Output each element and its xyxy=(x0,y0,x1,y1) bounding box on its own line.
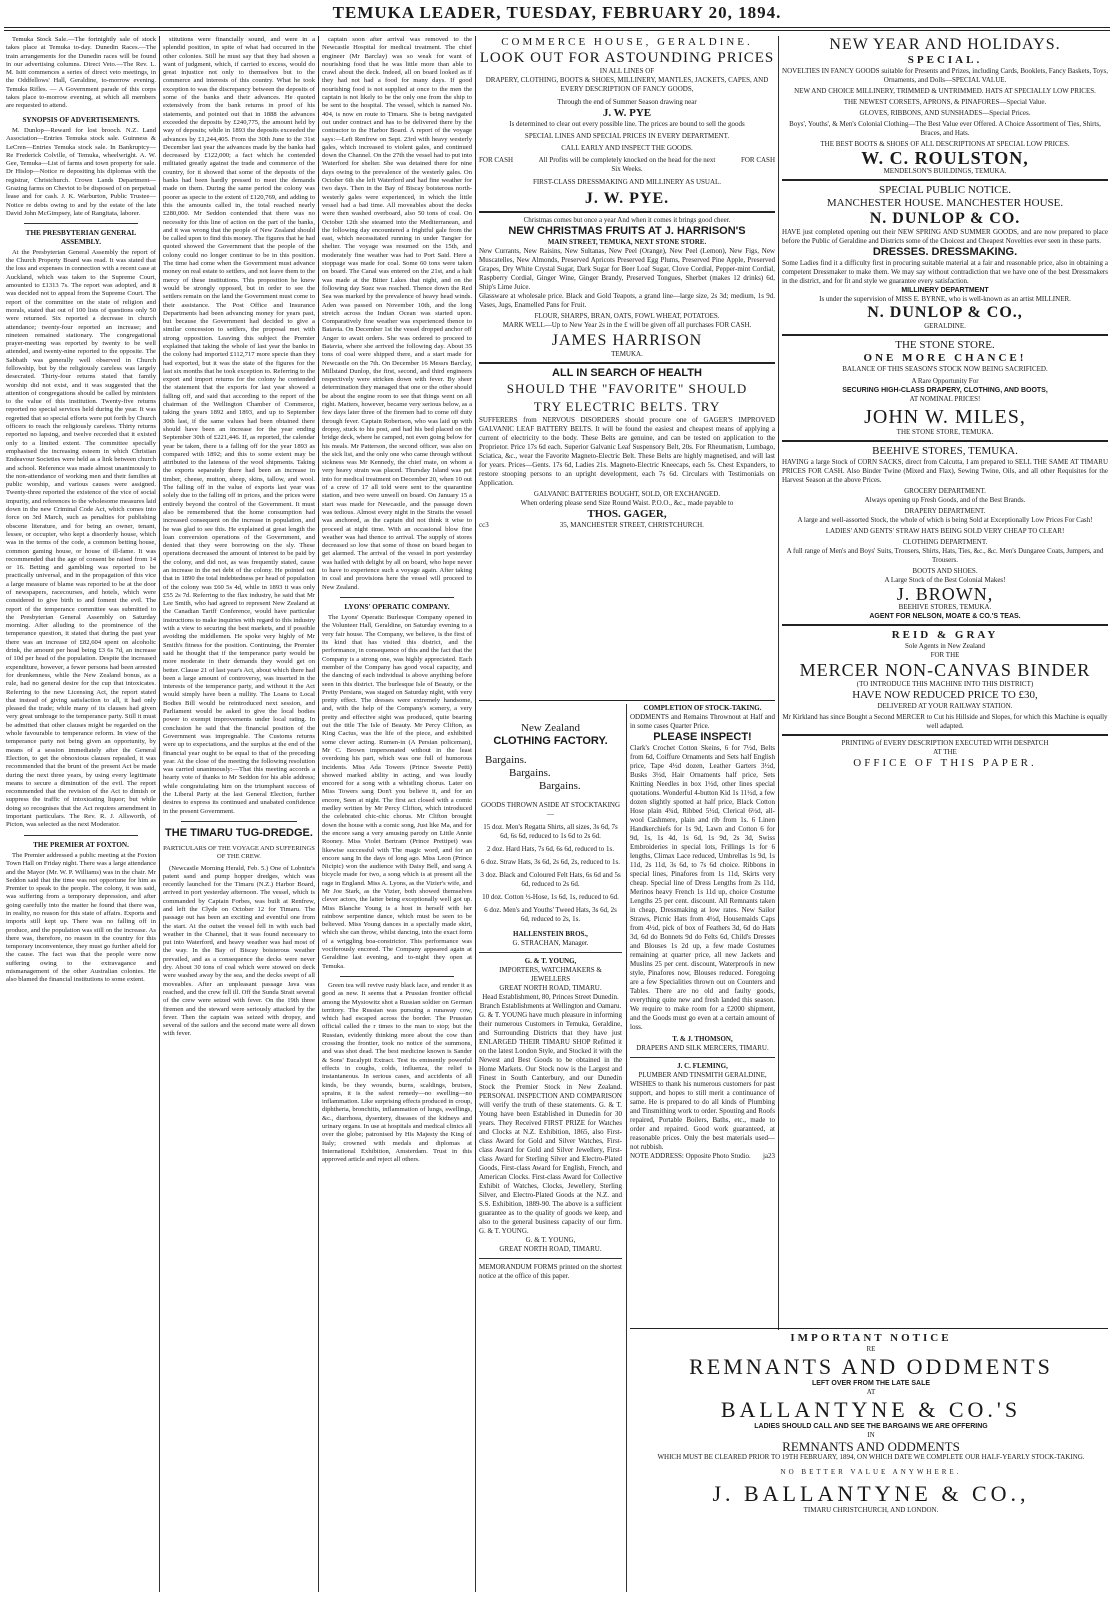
through-end: Through the end of Summer Season drawing near xyxy=(557,98,697,106)
left-over: LEFT OVER FROM THE LATE SALE xyxy=(811,1380,931,1387)
drapery-heading: DRAPERY DEPARTMENT. xyxy=(904,507,986,515)
column-rule xyxy=(626,704,627,1592)
corsets: THE NEWEST CORSETS, APRONS, & PINAFORES—Special Value. xyxy=(843,98,1047,106)
column-3 xyxy=(322,36,472,1592)
main-street: MAIN STREET, TEMUKA, NEXT STONE STORE. xyxy=(547,238,707,246)
dresses-text: Some Ladies find it a difficulty first in procuring suitable material at a fair and reasonable price, also in obtaining a competent Dressmaker to make them. We may say without contradiction that we have one of the best Dressmakers in the district, and for fit and style we guarantee every satisfaction. xyxy=(782,259,1108,285)
tug-continued-text: captain soon after arrival was removed to the Newcastle Hospital for medical treatment. The chief engineer (Mr Barclay) was so weak for want of nourishing food that he was little more than able to crawl about the deck. Indeed, all on board looked as if they had not had a food for many days. If good nourishing food is not supplied at once to the men the captain is not likely to be the only one from the ship to be sent to the hospital. The vessel, which is named No. 404, is now en route to Timaru. She is being navigated out under contract and has to be delivered there by the contractor to the Harbor Board. A report of the voyage says:—Left Renfrew on Sept. 23rd with heavy westerly gales, which increased to violent gales, and continued down the Channel. On the 27th the vessel had to put into Waterford for shelter. She was detained there for nine days owing to the prevalence of the westerly gales. On October 6th she left Waterford and had fine weather for two days. Then in the Bay of Biscay boisterous north-westerly gales were experienced, in which the little vessel had a bad time. All moveables about the decks were then washed overboard, also 50 tons of coal. On October 12th she steamed into the Mediterranean, and the following day encountered a frightful gale from the east, which necessitated running in under Tangier for shelter. The voyage was resumed on the 15th, and moderately fine weather was had to Port Said. Here a stoppage was made for coal. Some 60 tons were taken on board. The Canal was entered on the 21st, and a halt was made at the Bitter Lakes that night, and on the following day Suez was reached. Thence down the Red Sea was marked by the prevalence of heavy head winds. Aden was passed on November 10th, and the long stretch across the Indian Ocean was started upon. Comparatively fine weather was experienced thence to Batavia. On December 1st the vessel dropped anchor off Anger to await orders. She was ordered to proceed to Batavia, where she arrived the following day. About 35 tons of coal were shipped there, and a start made for Newcastle on the 7th. On December 16 Messrs Barclay, Millstand Dunlop, the first, second, and third engineers respectively were stricken down with fever. By sheer determination they managed that one or the other should be about the engine room to see that things went on all right. Matters, however, became very serious below, as a few days later three of the firemen had to come off duty through fever. Captain Robertson, who was laid up with dropsy, stuck to his post, and had his bed placed on the bridge deck, where he camped, not even going below for his meals. Mr Patterson, the second officer, was also on the sick list, and the only one who came through without sickness was Mr Kennedy, the chief mate, on whom a very heavy strain was placed. Thursday Island was put into for medical treatment on December 20, when 10 out of a crew of 17 all told were sent to the quarantine station, and two were unwell on board. On January 15 a start was made for Newcastle, and the passage down was tedious. Almost every night in the Straits the vessel was anchored, as the captain did not think it wise to proceed at night time. With an occasional blow fine weather was had thence to arrival. The supply of stores decreased so low that some of those on board began to get alarmed. The arrival of the vessel in port yesterday was hailed with delight by all on board, who hope never to have to experience such a voyage again. After taking in coal and provisions here the vessel will proceed to New Zealand. xyxy=(322,36,472,591)
ballantyne-name: BALLANTYNE & CO.'S xyxy=(720,1397,1022,1422)
remnants-oddments-2: REMNANTS AND ODDMENTS xyxy=(782,1439,960,1454)
commerce-house-header: COMMERCE HOUSE, GERALDINE. xyxy=(501,36,753,48)
column-1 xyxy=(6,36,156,1592)
thomson-name: T. & J. THOMSON, xyxy=(672,1035,733,1043)
sole-agents: Sole Agents in New Zealand xyxy=(904,642,986,650)
column-rule xyxy=(318,36,319,1592)
lyons-text: The Lyons' Operatic Burlesque Company opened in the Volunteer Hall, Geraldine, on Saturday evening to a very fair house. The Company, we believe, is the first of its kind that has visited this district, and the performance, in consequence of this and the fact that the Company is a strong one, was highly appreciated. Each member of the Company has good vocal capacity, and the dancing of each individual is above anything before seen in this district. The burlesque Isle of Beauty, or the Pretty Persians, was staged on Saturday night, with very pretty effect. The dresses were extremely handsome, and, with the help of the Company's scenery, a very pretty and effective sight was produced, quite bearing out the title The Isle of Beauty. Mr Percy Clifton, as King Cactus, was the life of the piece, and exhibited some clever acting. Rumen-in (A Persian policeman), Mr C. Brown impersonated without in the least overdoing his part, which was one full of humorous incidents. Miss Ada Towers (Prince Sweete Petti) showed marked ability in acting, and was loudly encored for a song with a whistling chorus. Later on Miss Towers sang Don't you believe it, and for an encore, Seen at night. The first act closed with a comic medley written by Mr Percy Clifton, which introduced the celebrated chic-chic chorus. Mr Clifton brought down the house with a comic song, Just like Ma, and for the encore sang a very amusing parody on Little Annie Rooney. Miss Violet Bertram (Prince Prettipet) was likewise successful with The magic word, and for an encore sang In the days of long ago. Miss Leon (Prince Nicipic) won the audience with Daisy Bell, and sang A bicycle made for two, a song which is at present all the rage in England. Miss A. Lyons, as the Vizier's wife, and Mr Joe Stark, as the Vizier, both showed themselves clever actors, the latter being exceptionally well got up. Miss Blanche Young is a host in herself with her rainbow serpentine dance, which must be seen to be believed. Miss Young dances in a specially made skirt, which she can throw, whilst dancing, into the exact form of a wriggling boa-constrictor. This performance was vociferously encored. The Company appeared again at Geraldine last evening, and to-night they open at Temuka. xyxy=(322,614,472,970)
grocery-heading: GROCERY DEPARTMENT. xyxy=(904,487,986,495)
fleming-name: J. C. FLEMING, xyxy=(677,1062,728,1070)
divider xyxy=(630,1057,775,1058)
hallenstein-item: 15 doz. Men's Regatta Shirts, all sizes, 3s 6d, 7s 6d, 6s 6d, reduced to 1s 6d to 2s 6d. xyxy=(483,823,618,840)
millinery-dept-text: Is under the supervision of MISS E. BYRNE, who is well-known as an artist MILLINER. xyxy=(819,295,1071,303)
gloves: GLOVES, RIBBONS, AND SUNSHADES—Special Prices. xyxy=(859,109,1031,117)
misc-paragraphs: Green tea will revive rusty black lace, and render it as good as new. It seems that a Prussian frontier official among the Mysiowitz shot a Russian soldier on German territory. The Russian was pursuing a runaway cow, which had escaped across the border. The Prussian official called the r times to the man to stop; but the Russian, evidently thinking more about the cow than crossing the frontier, took no notice of the summons, and was shot dead. The best medicine known is Sander & Sons' Eucalypti Extract. Test its eminently powerful effects in coughs, colds, influenza, the relief is instantaneous. In serious cases, and accidents of all kinds, be they wounds, burns, scaldings, bruises, sprains, it is the safest remedy—no swelling—no inflammation. Like surprising effects produced in croup, diphtheria, bronchitis, inflammation of lungs, swellings, &c., diarrhoea, dysentery, diseases of the kidneys and urinary organs. In use at hospitals and medical clinics all over the globe; patronised by His Majesty the King of Italy; crowned with medals and diplomas at International Exhibition, Amsterdam. Trust in this approved article and reject all others. xyxy=(322,981,472,1164)
branch-establishments: Branch Establishments at Wellington and Oamaru. xyxy=(479,1002,622,1010)
bargains-2: Bargains. xyxy=(509,767,551,779)
when-ordering: When ordering please send Size Round Waist. P.O.O., &c., made payable to xyxy=(520,499,734,507)
young-text: G. & T. YOUNG have much pleasure in informing their numerous Customers in Temuka, Geraldine, and Surrounding Districts that they have just ENLARGED THEIR TIMARU SHOP Refitted it on the latest London Style, and Stocked it with the Newest and Best Goods to be obtained in the Home Markets. Our Stock now is the Largest and Finest in South Canterbury, and our Dunedin Stock the Premier Stock in New Zealand. PERSONAL INSPECTION AND COMPARISON will verify the truth of these statements. G. & T. Young have been Established in Dunedin for 30 years. They Received FIRST PRIZE for Watches and Clocks at N.Z. Exhibition, 1865, also First-class Award for Gold and Silver Watches, First-class Award for Gold and Silver Jewellery, First-class Award for Sterling Silver and Electro-Plated Goods, First-class Award for English, French, and American Clocks. First-class Award for Collective Exhibit of Watches, Clocks, Jewellery, Sterling Silver, and Electro-Plated Goods at the N.Z. and S.S. Exhibition, 1889-90. The above is a sufficient guarantee as to the quality of goods we keep, and also to the general business capacity of our firm. G. & T. YOUNG. xyxy=(479,1011,622,1235)
for-cash-right: FOR CASH xyxy=(740,156,775,164)
tug-text: (Newcastle Morning Herald, Feb. 5.) One of Lobnitz's patent sand and pump hopper dredges, which was recently launched for the Timaru (N.Z.) Harbor Board, arrived in port yesterday afternoon. The vessel, which is commanded by Captain Forbes, was built at Renfrew, and left the Clyde on October 12 for Timaru. The passage out has been an exciting and eventful one from the start. At the outset the vessel fell in with such bad weather in the Channel, that it was found necessary to put into Waterford, and heavy weather was had most of the way. In the Bay of Biscay boisterous weather prevailed, and as a consequence the decks were never dry. About 30 tons of coal which were stowed on deck were washed away by the sea, and the decks swept of all moveables. After an unpleasant passage Java was reached, and the crew fell ill. Off the Sunda Strait several of the crew were seized with fever. On the 19th three firemen and the steward were seriously attacked by the fever. Then the captain was seized with dropsy, and several of the sailors and the second mate were all down with fever. xyxy=(163,864,315,1038)
securing: SECURING HIGH-CLASS DRAPERY, CLOTHING, AND BOOTS, xyxy=(842,387,1048,394)
fleming-num: ja23 xyxy=(762,1152,775,1160)
young-signature-address: GREAT NORTH ROAD, TIMARU. xyxy=(499,1245,602,1253)
at-label: AT xyxy=(866,1388,876,1396)
boots: THE BEST BOOTS & SHOES OF ALL DESCRIPTIONS AT SPECIAL LOW PRICES. xyxy=(820,140,1070,148)
in-label: IN xyxy=(867,1431,875,1439)
briefs-text: Temuka Stock Sale.—The fortnightly sale of stock takes place at Temuka to-day. Dunedin Races.—The train arrangements for the Dunedin races will be found in our advertising columns. Direct Veto.—The Rev. L. M. Isitt commences a series of direct veto meetings, in the Oddfellows' Hall, Geraldine, to-morrow evening. Temuka Rifles. — A Government parade of this corps takes place to-morrow evening, at which all members are requested to attend. xyxy=(6,36,156,110)
reid-gray: REID & GRAY xyxy=(891,629,999,641)
fleming-note-row xyxy=(630,1152,775,1161)
special-lines: SPECIAL LINES AND SPECIAL PRICES IN EVERY DEPARTMENT. xyxy=(524,132,730,140)
clothing-dept-heading: CLOTHING DEPARTMENT. xyxy=(902,538,988,546)
column-5-ads xyxy=(782,36,1108,1330)
holidays-heading: NEW YEAR AND HOLIDAYS. xyxy=(829,36,1061,53)
jw-pye-name: J. W. PYE xyxy=(602,107,652,119)
clothing-dept-text: A full range of Men's and Boys' Suits, Trousers, Shirts, Hats, Ties, &c., &c. Men's Dungaree Coats, Jumpers, and Trousers. xyxy=(786,547,1104,564)
tug-heading: THE TIMARU TUG-DREDGE. xyxy=(165,826,313,839)
gager-name: THOS. GAGER, xyxy=(587,508,667,520)
ladies-should-call: LADIES SHOULD CALL AND SEE THE BARGAINS WE ARE OFFERING xyxy=(754,1423,988,1430)
section-rule xyxy=(479,700,775,701)
divider xyxy=(24,835,138,836)
premier-continued-text: stitutions were financially sound, and were in a splendid position, in spite of what had occurred in the other colonies. Still he must say that they had shown a want of judgment, which, if carried to excess, would do great injustice not only to themselves but to the commerce and interests of this country. What he took exception to was the discrepancy between the deposits of some of the banks and their advances. He quoted extensively from the bank returns in proof of his statements, and pointed out that in 1888 the advances exceeded the deposits by £240,775, the amount held by way of deposits; while in 1893 the deposits exceeded the advances by £1,244,405. From the 30th June to the 31st December last year the advances made by the banks had decreased by £122,000; a fact which he contended militated greatly against the trade and commerce of the country, for it showed that some of the deposits of the banks had been hardly pressed to meet the demands made on them. During the same period the colony was poorer as specie to the extent of £120,769, and adding to this the amounts called in, the total reached nearly £280,000. Mr Seddon contended that there was no necessity for this line of action on the part of the banks, and it was wrong that the people of New Zealand should be called upon to find this money. The figures that he had quoted showed the Government that the people of the colony could no longer continue to be in this position. The time had come when the Government must advance money on real estate to settlers, and not leave them to the mercy of these institutions. This proposition he knew would be strongly opposed, but in order to see the settlers remain on the land the Government must come to their assistance. The Post Office and Insurance Departments had been advancing money for years past, but because the Government had decided to give a similar concession to settlers, the proposal met with strong opposition. Leaving this subject the Premier explained that taking the whole of last year the banks in the colony had imported £112,717 more specie than they had exported, but it was the state of the figures for the last six months that he took exception to. Referring to the export and import returns for the colony he contended the statement that the exports for last year showed a falling off, and said that according to the report of the chairman of the Wellington Chamber of Commerce, taking the years 1892 and 1893, and up to September 30th last, if the same values had been obtained there should have been an increase for the year ending September 30th of £221,446. If, as reported, the calendar year be taken, there is a falling off for the year 1893 as compared with 1892; and this to some extent may be attributed to the lateness of the wool shipments. Taking the exports separately there had been an increase in timber, cheese, mutton, sheep, skins, tallow, and wool. The falling off in the value of exports last year was solely due to the falling off in prices, and the prices were entirely beyond the control of the Government. It must also be remembered that the home consumption had increased consequent on the increase in population, and he was glad to see this. He explained at great length the loan conversion operations of the Government, and denied that they were borrowing on the sly. These operations decreased the amount of interest to be paid by the colony, and did not, as was frequently stated, cause an increase in the net debt of the colony. He pointed out that in 1890 the total indebtedness per head of population of the colony was £60 5s 4d, while in 1893 it was only £55 2s 7d. Referring to the flax industry, he said that Mr Lee Smith, who had agreed to represent New Zealand at the Canadian Tariff Conference, would have particular instructions to make inquiries with regard to this industry with a view to securing the best markets, and if possible avoiding the middlemen. He spoke very highly of Mr Smith's fitness for the position. Continuing, the Premier said he thought that if the temperance party would be more moderate in their demands they would get on better. Clause 21 of last year's Act, about which there had been a large amount of controversy, was inserted in the interests of the temperance party, and without it the Act would simply have been a nullity. The Loans to Local Bodies Bill would be reintroduced next session, and Parliament would be asked to give the local bodies power to exempt improvements under local rating. In conclusion he said that the financial position of the Government was impregnable. The Customs returns were up to expectations, and the surplus at the end of the financial year ought to be equal to that of the preceding year. At the close of the meeting the following resolution was carried unanimously:—That this meeting accords a hearty vote of thanks to Mr Seddon for his able address; while congratulating him on the triumphant success of the Liberal Party at the last General Election, further desires to express its continued and unabated confidence in the present Government. xyxy=(163,36,315,815)
call-early: CALL EARLY AND INSPECT THE GOODS. xyxy=(561,144,693,152)
lyons-heading: LYONS' OPERATIC COMPANY. xyxy=(344,602,450,611)
agent-teas: AGENT FOR NELSON, MOATE & CO.'S TEAS. xyxy=(869,613,1021,620)
synopsis-text: M. Dunlop—Reward for lost brooch. N.Z. Land Association—Entries Temuka stock sale. Guinness & LeCren—Entries Temuka stock sale. In Bankruptcy—Re Frederick Colville, of Temuka, wheelwright. A. W. Gee, Temuka—List of farms and town property for sale. Dr Hislop—Notice re depositing his diplomas with the registrar, Christchurch. Crown Lands Department—Grazing farms on Cheviot to be disposed of on perpetual lease and for cash. J. K. Warburton, Public Trustee—Notice re debts owing to and by the estate of the late David John McGimpsey, late of Rangitata, laborer. xyxy=(6,126,156,217)
novelties: NOVELTIES IN FANCY GOODS suitable for Presents and Prizes, including Cards, Booklets, Fancy Baskets, Toys, Ornaments, and Dolls—SPECIAL VALUE. xyxy=(782,67,1108,84)
delivered: DELIVERED AT YOUR RAILWAY STATION. xyxy=(877,702,1013,710)
boots-text: A Large Stock of the Best Colonial Makes! xyxy=(884,576,1006,584)
hallenstein-manager: G. STRACHAN, Manager. xyxy=(512,939,589,947)
manchester-house: MANCHESTER HOUSE. MANCHESTER HOUSE. xyxy=(826,197,1064,209)
masthead-rule-2 xyxy=(4,30,1110,31)
rare-opportunity: A Rare Opportunity For xyxy=(911,377,979,385)
kirkland-text: Mr Kirkland has since Bought a Second MERCER to Cut his Hillside and Slopes, for which this Machine is equally well adapted. xyxy=(782,713,1108,730)
special-heading: SPECIAL. xyxy=(907,54,983,66)
hallenstein-item: 6 doz. Men's and Youths' Tweed Hats, 3s 6d, 2s 6d, reduced to 2s, 1s. xyxy=(484,906,617,923)
divider xyxy=(340,976,454,977)
jw-pye-large: J. W. PYE. xyxy=(584,190,670,207)
john-miles-name: JOHN W. MILES, xyxy=(864,406,1026,428)
gt-young-name: G. & T. YOUNG, xyxy=(524,957,577,965)
for-cash-left: FOR CASH xyxy=(479,156,514,164)
fleming-note: NOTE ADDRESS: Opposite Photo Studio. xyxy=(630,1152,751,1160)
column-rule xyxy=(778,36,779,1330)
clothing-factory-heading: CLOTHING FACTORY. xyxy=(493,735,608,747)
inspect-text: Clark's Crochet Cotton Skeins, 6 for 7½d, Belts from 6d, Coiffure Ornaments and Sets half English price, Tape 4½d dozen, Leather Garters 3½d, Busks 3½d, Hair Ornaments half price, Sets Knitting Needles in box 1½d, other lines special quotations. Wonderful 4-button Kid 1s 11½d, a few dozen slightly spotted at half price, Black Cotton Hose plain 4¾d, Ribbed 5½d, Clerical 6½d, all-wool Cashmere, plain and rib from 1s. 6 Linen Handkerchiefs for 1s 9d, Lawn and Cotton 6 for 9d, 1s, 1s 4d, 1s 6d, 1s 9d, 2s 3d, Swiss Embroideries in special lots, Frillings 1s for 6 lengths, Climax Lace reduced, Umbrellas 1s 9d, 1s 11d, 2s 11d, 3s 6d, to 7s 6d choice. Ribbons in special lines, Pinafores from 1s 11d, Skirts very cheap. Special line of Dress Lengths from 2s 11d, Merinos heavy French 1s 11d up, choice Costume Lengths 25 per cent. discount. All Remnants taken in cheap, Dressmaking at low rates. New Sailor Straws, Picnic Hats from 4½d, Housemaids Caps from 4½d, pick of box of Feathers 3d, 6d do Hats 3d, 6d do Bonnets 9d do Felts 6d, Child's Dresses and Blouses 1s 2d up, a few made Costumes remaining at quarter price, all new Jackets and Muslins 25 per cent. discount, Waterproofs in new style, Pinafores now, Blouses reduced. Foregoing are a few Specialities thrown out on Counters and Tables. There are no old and faulty goods, everything quite new and fresh landed this season. We require to make room for a £2000 shipment, and the Goods must go even at a certain amount of loss. xyxy=(630,744,775,1031)
divider xyxy=(340,597,454,598)
memorandum-notice: MEMORANDUM FORMS printed on the shortest notice at the office of this paper. xyxy=(479,1263,622,1280)
masthead-rule xyxy=(4,27,1110,28)
tug-subheading: PARTICULARS OF THE VOYAGE AND SUFFERINGS OF THE CREW. xyxy=(163,844,315,861)
hallenstein-name: HALLENSTEIN BROS., xyxy=(513,930,588,938)
dunlop-name-2: N. DUNLOP & CO., xyxy=(867,304,1023,321)
millinery-dept-heading: MILLINERY DEPARTMENT xyxy=(901,287,989,294)
column-rule xyxy=(159,36,160,1592)
lookout-headline: LOOK OUT FOR ASTOUNDING PRICES xyxy=(479,50,775,66)
bargains-3: Bargains. xyxy=(539,780,581,792)
profits-text: All Profits will be completely knocked on the head for the next Six Weeks. xyxy=(538,156,716,173)
harrison-town: TEMUKA. xyxy=(611,350,643,358)
drapery-text: A large and well-assorted Stock, the whole of which is being Sold at Exceptionally Low Prices For Cash! xyxy=(797,516,1093,524)
newspaper-masthead: TEMUKA LEADER, TUESDAY, FEBRUARY 20, 1894. xyxy=(332,3,782,22)
bargains-1: Bargains. xyxy=(485,754,527,766)
fleming-sub: PLUMBER AND TINSMITH GERALDINE, xyxy=(638,1071,767,1079)
young-signature: G. & T. YOUNG, xyxy=(525,1236,576,1244)
hallenstein-item: 2 doz. Hard Hats, 7s 6d, 6s 6d, reduced to 1s. xyxy=(487,845,614,853)
introduce-text: (TO INTRODUCE THIS MACHINE INTO THIS DISTRICT) xyxy=(856,680,1034,688)
oddments-text: ODDMENTS and Remains Thrownout at Half and in some cases Quarter Price. xyxy=(630,713,775,730)
hallenstein-young-ads xyxy=(479,704,622,1592)
assembly-text: At the Presbyterian General Assembly the report of the Church Property Board was read. It was stated that the loss and expenses in connection with a recent case at Auckland, which was taken to the Supreme Court, amounted to £1313 7s. The report was adopted, and it was decided not to appeal from the Supreme Court. The report of the committee on the state of religion and morals, stated that out of 100 lists of questions only 50 were returned. Six reported a decrease in church attendance; twenty-four reported an increase; and nineteen remained stationary. The congregational prayer-meeting was reported by twenty to be well attended, and twenty-nine reported to the opposite. The Sabbath was generally well observed in Church fellowship, but by the religiously careless was largely desecrated. Thirty-four returns stated that family worship did not exist, and it was suggested that the attention of congregations should be called by ministers to the value of this institution. Twenty-five returns reported no special services held during the year. It was regretted that so special efforts were put forth by Church officers to reach the religiously careless. Thirty returns reported no lapsing, and twelve recorded that it existed only to a limited extent. The committee specially emphasised the increasing esteem in which Christian Endeavour Societies were held as a link between church and school. Reference was made almost unanimously to the non-attendance of working men and their families at public worship, and various causes were assigned. Twenty-three reported the existence of the vice of social impurity, and references to the wholesome measures laid down in the new Criminal Code Act, which comes into force on 3rd March, such as penalties for publishing obscene literature, and for being an owner, tenant, lessee, or occupier, who kept a disorderly house, which was in the terms of the code, a common betting house, common gaming house, or house of ill-fame. It was recommended that the age of consent be raised from 14 or 16. Betting and gambling was reported to be practically universal, and in the propagation of this vice a large measure of blame was reported to be at the door of newspapers, racecourses, and hotels, which were considered to give birth to and foment the evil. The report of the temperance committee was submitted to the Presbyterian General Assembly on Saturday morning. After alluding to the prominence of the temperance question, it stated that during the past year there was an increase of £82,604 spent on alcoholic drink, the amount per head being £3 6s 7d, an increase of 10d per head of the population. Despite the increased expenditure, however, a fewer persons had been arrested for drunkenness, while the New Zealand bonus, as a rule, had no general desire for the cup that intoxicates. Referring to the new Licensing Act, the report stated that instead of giving satisfaction to all, it had only pleased the trade; while many of its clauses had given very great umbrage to the temperance party. Still it must be admitted that other clauses might be regarded on the whole favourable to temperance reform. In view of the temperance party not being given an opportunity, by means of a session immediately after the General Election, to get the obnoxious clauses repealed, it was recommended that the brunt of the present Act be made during the next three years, by using every legitimate means to secure a diminution of the evil. The report recommended that the revision of the Act to dimish or suppress the traffic of intoxicating liquor; but while doing so recognises that the Act requires amendment in important particulars. The Rev. R. J. Allsworth, of Picton, was selected as the next Moderator. xyxy=(6,248,156,829)
hallenstein-item: 3 doz. Black and Coloured Felt Hats, 6s 6d and 5s 6d, reduced to 2s 6d. xyxy=(480,871,621,888)
brown-address: BEEHIVE STORES, TEMUKA. xyxy=(898,603,992,611)
ballantyne-towns: TIMARU CHRISTCHURCH, AND LONDON. xyxy=(803,1506,939,1514)
remnants-headline: REMNANTS AND ODDMENTS xyxy=(689,1354,1053,1379)
new-zealand-label: New Zealand xyxy=(521,722,580,734)
head-establishment: Head Establishment, 80, Princes Street Dunedin. xyxy=(482,993,619,1001)
straw-hats: LADIES' AND GENTS' STRAW HATS BEING SOLD VERY CHEAP TO CLEAR! xyxy=(825,527,1065,535)
fleming-text: WISHES to thank his numerous customers for past support, and hopes to still merit a continuance of same. He is prepared to do all kinds of Plumbing and Tinsmithing work to order. Spouting and Roofs repaired, Portable Boilers, Baths, etc., made to order and repaired. Good work guaranteed, at reasonable prices. Only the best materials used—not rubbish. xyxy=(630,1080,775,1151)
hallenstein-item: 6 doz. Straw Hats, 3s 6d, 2s 6d, 2s, reduced to 1s. xyxy=(480,858,620,866)
first-class: FIRST-CLASS DRESSMAKING AND MILLINERY AS USUAL. xyxy=(532,178,722,186)
importers: IMPORTERS, WATCHMAKERS & JEWELLERS xyxy=(499,966,602,983)
divider xyxy=(782,624,1108,626)
beehive-text: HAVING a large Stock of CORN SACKS, direct from Calcutta, I am prepared to SELL THE SAME AT TIMARU PRICES FOR CASH. Also Binder Twine (Mixed and Flax), Sewing Twine, Oils, and all other Requisites for the Harvest Season at the above Prices. xyxy=(782,458,1108,484)
divider xyxy=(782,734,1108,736)
flour-line: FLOUR, SHARPS, BRAN, OATS, FOWL WHEAT, POTATOES. xyxy=(534,312,720,320)
galvanic-line: GALVANIC BATTERIES BOUGHT, SOLD, OR EXCHANGED. xyxy=(533,490,721,498)
j-brown-name: J. BROWN, xyxy=(896,584,994,604)
christmas-rhyme: Christmas comes but once a year And when it comes it brings good cheer. xyxy=(523,216,731,224)
divider xyxy=(782,440,1108,442)
divider xyxy=(479,952,622,953)
stocktaking-heading: COMPLETION OF STOCK-TAKING. xyxy=(643,704,762,712)
gager-num: cc3 xyxy=(479,521,489,529)
health-headline: ALL IN SEARCH OF HEALTH xyxy=(552,367,702,379)
divider xyxy=(782,334,1108,336)
roulston-name: W. C. ROULSTON, xyxy=(861,148,1029,168)
try-belts-line: TRY ELECTRIC BELTS. TRY xyxy=(533,399,721,414)
section-rule xyxy=(630,1328,1108,1329)
for-the: FOR THE xyxy=(930,651,960,659)
column-2 xyxy=(163,36,315,1592)
printing-notice: PRINTING of EVERY DESCRIPTION EXECUTED WITH DESPATCH xyxy=(841,739,1049,747)
no-better-value: NO BETTER VALUE ANYWHERE. xyxy=(780,1468,962,1476)
currants-list: New Currants, New Raisins, New Sultanas, New Peel (Orange), New Peel (Lemon), New Figs, New Muscatelles, New Almonds, Preserved Apricots Preserved Egg Plums, Preserved Pine Apple, Preserved Grapes, Dry White Crystal Sugar, Dark Sugar for Beer Loaf Sugar, Clove Cordial, Pepper-mint Cordial, Raspberry Cordial, Ginger Wine, Ginger Brandy, Preserved Tongues, Sherbet (makes 12 drinks) 6d, Ship's Lime Juice. xyxy=(479,247,775,291)
drapery-lines: DRAPERY, CLOTHING, BOOTS & SHOES, MILLINERY, MANTLES, JACKETS, CAPES, AND EVERY DESCRIPTION OF FANCY GOODS, xyxy=(485,76,769,93)
reduced-price: HAVE NOW REDUCED PRICE TO £30, xyxy=(852,689,1038,701)
divider xyxy=(479,211,775,213)
millinery: NEW AND CHOICE MILLINERY, TRIMMED & UNTRIMMED. HATS AT SPECIALLY LOW PRICES. xyxy=(794,87,1096,95)
pye-harrison-gager-ads xyxy=(479,36,775,696)
ballantyne-name-2: J. BALLANTYNE & CO., xyxy=(712,1481,1030,1506)
glassware-text: Glassware at wholesale price. Black and Gold Teapots, a grand line—large size, 2s 3d; medium, 1s 9d. Vases, Jugs, Enamelled Pans for Fruit. xyxy=(479,292,775,309)
gager-address: 35, MANCHESTER STREET, CHRISTCHURCH. xyxy=(559,521,704,529)
beehive-heading: BEEHIVE STORES, TEMUKA. xyxy=(872,445,1018,457)
should-line: SHOULD THE "FAVORITE" SHOULD xyxy=(506,381,748,396)
at-the: AT THE xyxy=(933,748,957,756)
nominal-prices: AT NOMINAL PRICES! xyxy=(909,395,981,403)
james-harrison-name: JAMES HARRISON xyxy=(551,332,703,349)
public-notice: SPECIAL PUBLIC NOTICE. xyxy=(879,184,1011,196)
premier-text: The Premier addressed a public meeting at the Foxton Town Hall on Friday night. There was a large attendance and the Mayor (Mr. W. P. Williams) was in the chair. Mr Seddon said that the time was not opportune for him as Premier to speak to the people. The colony, it was said, was suffering from a temporary depression, and after going carefully into the matter he found that there was, in reality, no reason for this state of affairs. Exports and imports still kept up. There was no falling off in produce, and the population was still on the increase. As there was, therefore, no reason in the country for this temporary inconvenience, they must go further afield for the cause. The fact was that the people were now suffering owing to the extravagance and mismanagement of the other Australian colonies. He also blamed the financial institutions to some extent. xyxy=(6,851,156,984)
great-north-road: GREAT NORTH ROAD, TIMARU. xyxy=(499,984,602,992)
thrown-aside: GOODS THROWN ASIDE AT STOCKTAKING— xyxy=(480,801,621,818)
column-rule xyxy=(475,36,476,1592)
please-inspect-heading: PLEASE INSPECT! xyxy=(653,731,752,743)
office-of-this-paper: OFFICE OF THIS PAPER. xyxy=(853,757,1037,769)
one-more-chance: ONE MORE CHANCE! xyxy=(863,352,1027,364)
dunlop-text: HAVE just completed opening out their NEW SPRING AND SUMMER GOODS, and are now prepared to place before the Public of Geraldine and Districts some of the Choicest and Cheapest Novelties ever seen in these parts. xyxy=(782,228,1108,245)
dresses-heading: DRESSES. DRESSMAKING. xyxy=(872,246,1018,258)
divider xyxy=(24,223,138,224)
christmas-fruits-headline: NEW CHRISTMAS FRUITS AT J. HARRISON'S xyxy=(508,225,746,237)
in-all-lines: IN ALL LINES OF xyxy=(599,67,655,75)
re-label: RE xyxy=(866,1345,876,1353)
stone-store-heading: THE STONE STORE. xyxy=(895,339,995,351)
divider xyxy=(181,821,297,822)
divider xyxy=(479,362,775,364)
profits-row xyxy=(479,156,775,174)
divider xyxy=(479,1258,622,1259)
ballantyne-ad xyxy=(634,1332,1108,1592)
gager-address-row xyxy=(479,521,775,530)
mercer-binder: MERCER NON-CANVAS BINDER xyxy=(799,660,1091,680)
dunlop-town: GERALDINE. xyxy=(924,322,966,330)
thomson-sub: DRAPERS AND SILK MERCERS, TIMARU. xyxy=(636,1044,769,1052)
clothing: Boys', Youths', & Men's Colonial Clothing—The Best Value ever Offered. A Choice Assortment of Ties, Shirts, Braces, and Hats. xyxy=(789,120,1101,137)
assembly-heading: THE PRESBYTERIAN GENERAL ASSEMBLY. xyxy=(25,229,137,246)
miles-address: THE STONE STORE, TEMUKA. xyxy=(896,428,994,436)
cleared-text: WHICH MUST BE CLEARED PRIOR TO 19TH FEBRUARY, 1894, ON WHICH DATE WE COMPLETE OUR HALF-YEARLY STOCK-TAKING. xyxy=(657,1453,1085,1461)
divider xyxy=(782,179,1108,181)
important-notice: IMPORTANT NOTICE xyxy=(790,1332,952,1344)
grocery-text: Always opening up Fresh Goods, and of the Best Brands. xyxy=(864,496,1026,504)
mark-well: MARK WELL—Up to New Year 2s in the £ will be given off all purchases FOR CASH. xyxy=(502,321,752,329)
synopsis-heading: SYNOPSIS OF ADVERTISEMENTS. xyxy=(22,115,140,124)
roulston-address: MENDELSON'S BUILDINGS, TEMUKA. xyxy=(883,167,1007,175)
hallenstein-item-list xyxy=(479,823,622,924)
dunlop-name: N. DUNLOP & CO. xyxy=(869,210,1021,227)
premier-heading: THE PREMIER AT FOXTON. xyxy=(33,840,129,849)
sufferers-text: SUFFERERS from NERVOUS DISORDERS should procure one of GAGER'S IMPROVED GALVANIC LEAF BATTERY BELTS. It will be found the easiest and cheapest means of applying a current of electricity to the body. These Belts are genuine, and can be tested on application to the Proprietor. Price 17s 6d each. Superior Galvanic Leaf Suspensory Belt, 20s. For Rheumatism, Lumbago, Sciatica, &c., wear the Favorite Magneto-Electric Belt. These Belts are highly magnetised, and will last for years. Prices—Gents. 17s 6d, Ladies 21s. Magneto-Electric Kneecaps, each 5s. Chest Expanders, to restore stooping persons to an upright development, each 7s 6d. Circulars with Testimonials on Application. xyxy=(479,416,775,487)
hallenstein-item: 10 doz. Cotton ½-Hose, 1s 6d, 1s, reduced to 6d. xyxy=(482,893,619,901)
balance-text: BALANCE OF THIS SEASON'S STOCK NOW BEING SACRIFICED. xyxy=(842,365,1048,373)
boots-heading: BOOTS AND SHOES. xyxy=(912,567,978,575)
determined-text: Is determined to clear out every possible line. The prices are bound to sell the goods xyxy=(509,120,745,128)
